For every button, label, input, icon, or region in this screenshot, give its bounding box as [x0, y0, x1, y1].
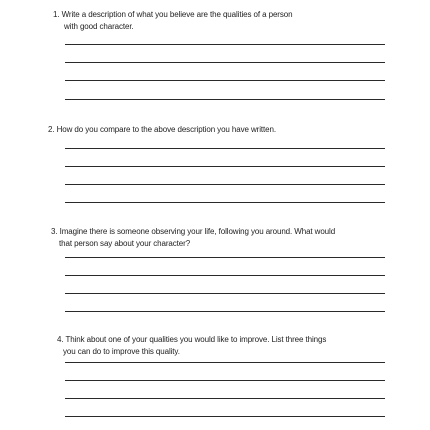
answer-line[interactable]	[65, 80, 385, 81]
answer-line[interactable]	[65, 362, 385, 363]
answer-line[interactable]	[65, 148, 385, 149]
question-4-text-continued: you can do to improve this quality.	[63, 346, 180, 356]
question-1-text-continued: with good character.	[64, 21, 134, 31]
answer-line[interactable]	[65, 44, 385, 45]
question-2	[48, 124, 276, 136]
question-3-text: 3. Imagine there is someone observing your life, following you around. What would	[51, 227, 336, 236]
answer-line[interactable]	[65, 166, 385, 167]
answer-line[interactable]	[65, 398, 385, 399]
question-3	[51, 226, 335, 249]
question-4-text: 4. Think about one of your qualities you would like to improve. List three things	[57, 335, 327, 344]
answer-line[interactable]	[65, 275, 385, 276]
answer-line[interactable]	[65, 293, 385, 294]
answer-line[interactable]	[65, 99, 385, 100]
answer-line[interactable]	[65, 257, 385, 258]
answer-line[interactable]	[65, 380, 385, 381]
question-2-text: 2. How do you compare to the above description you have written.	[48, 125, 276, 134]
answer-line[interactable]	[65, 202, 385, 203]
question-1	[53, 9, 292, 32]
answer-line[interactable]	[65, 416, 385, 417]
question-1-text: 1. Write a description of what you believe are the qualities of a person	[53, 10, 293, 19]
answer-line[interactable]	[65, 184, 385, 185]
answer-line[interactable]	[65, 311, 385, 312]
question-4	[57, 334, 326, 357]
question-3-text-continued: that person say about your character?	[59, 238, 191, 248]
answer-line[interactable]	[65, 62, 385, 63]
